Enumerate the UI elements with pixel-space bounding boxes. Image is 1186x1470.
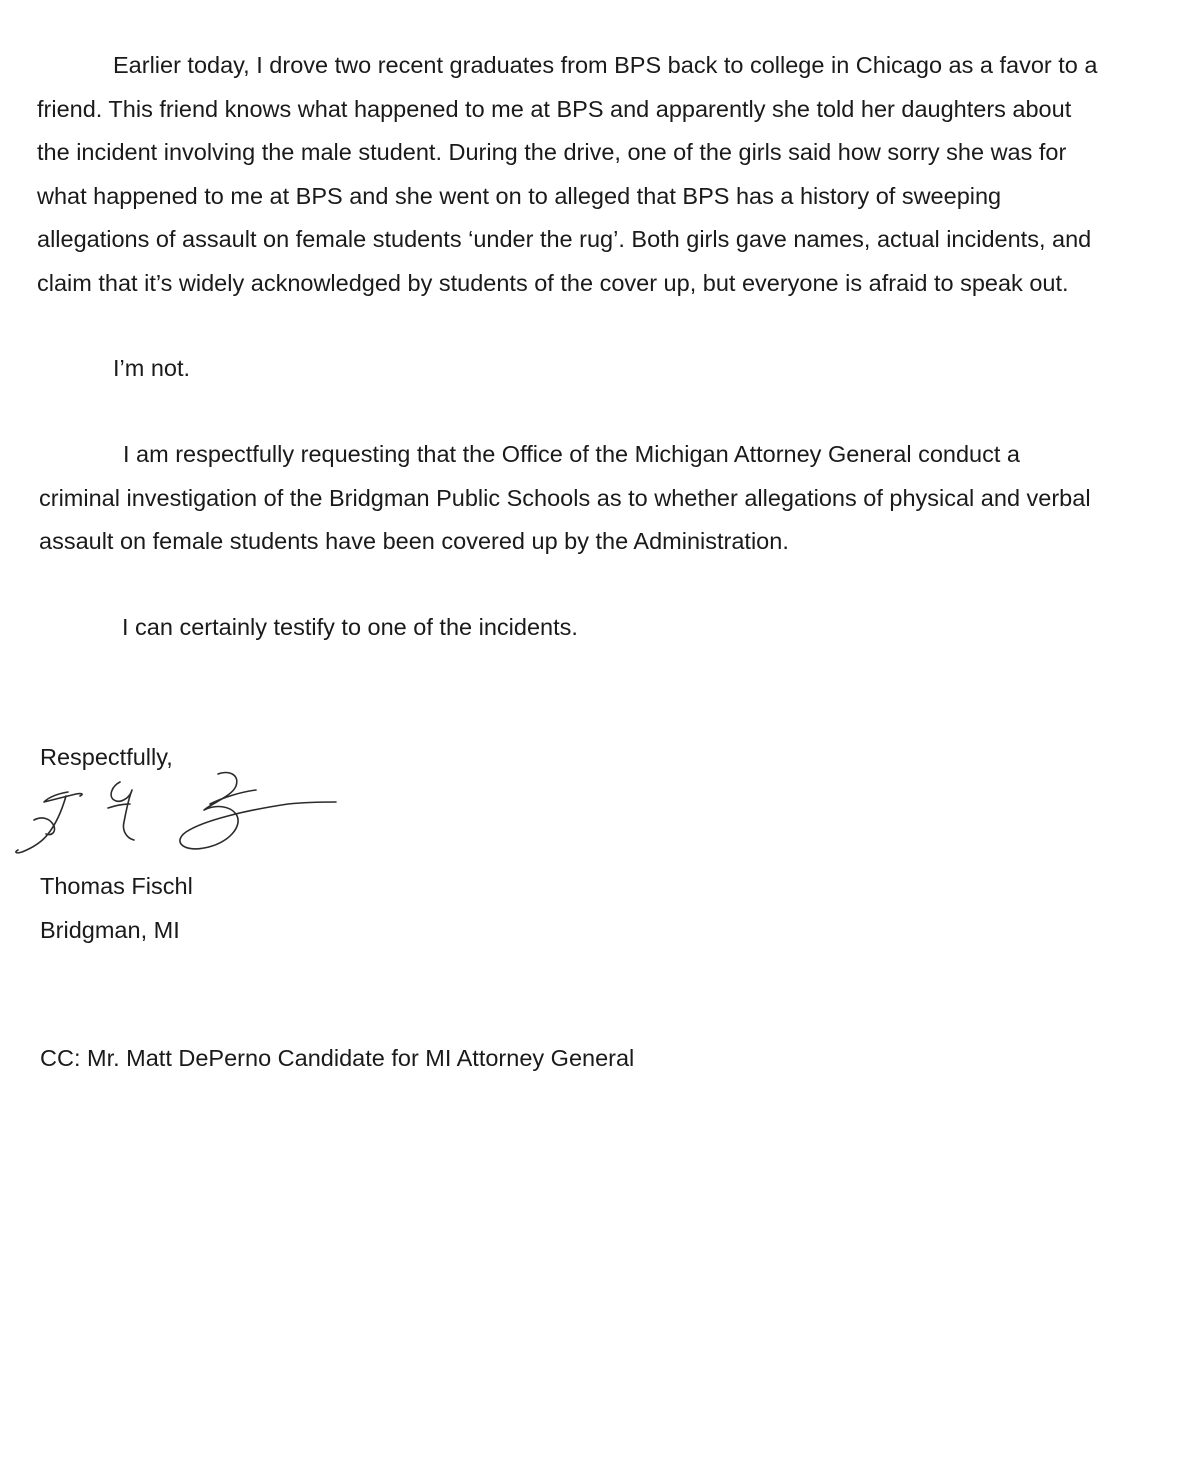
paragraph-line: Earlier today, I drove two recent graduates from BPS back to college in Chicago as a favor to a <box>113 52 1098 78</box>
paragraph-not-afraid <box>113 347 190 391</box>
signer-name: Thomas Fischl <box>40 873 193 899</box>
paragraph-line: the incident involving the male student. During the drive, one of the girls said how sorry she was for <box>37 139 1067 165</box>
paragraph-line: I am respectfully requesting that the Office of the Michigan Attorney General conduct a <box>123 441 1020 467</box>
paragraph-line: friend. This friend knows what happened to me at BPS and apparently she told her daughters about <box>37 95 1072 122</box>
paragraph-cover-up <box>37 44 1097 305</box>
paragraph-line: claim that it’s widely acknowledged by students of the cover up, but everyone is afraid to speak out. <box>37 269 1069 296</box>
paragraph-request <box>39 433 1091 564</box>
signer-block <box>40 865 193 952</box>
paragraph-line: I’m not. <box>113 355 191 381</box>
paragraph-line: assault on female students have been covered up by the Administration. <box>39 528 789 554</box>
paragraph-testify <box>122 606 578 650</box>
cc-text: CC: Mr. Matt DePerno Candidate for MI Attorney General <box>40 1045 635 1071</box>
paragraph-line: what happened to me at BPS and she went on to alleged that BPS has a history of sweeping <box>37 182 1002 209</box>
cc-line <box>40 1037 634 1081</box>
signer-location: Bridgman, MI <box>40 916 180 943</box>
paragraph-line: allegations of assault on female students ‘under the rug’. Both girls gave names, actual incidents, and <box>37 226 1092 252</box>
handwritten-signature-icon <box>8 764 348 860</box>
closing-text: Respectfully, <box>40 744 173 770</box>
paragraph-line: I can certainly testify to one of the incidents. <box>122 614 578 640</box>
paragraph-line: criminal investigation of the Bridgman Public Schools as to whether allegations of physical and verbal <box>39 484 1091 511</box>
